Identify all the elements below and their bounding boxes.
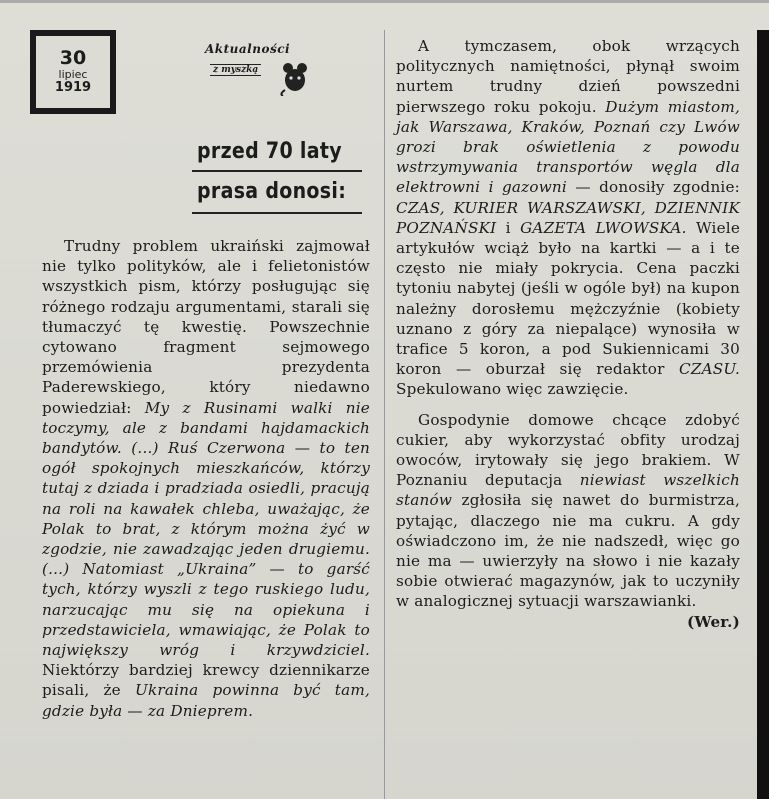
right-newspaper-last: GAZETA LWOWSKA. bbox=[520, 218, 687, 237]
date-box-inner bbox=[36, 36, 110, 108]
heading-years-ago: przed 70 laty bbox=[197, 138, 342, 164]
author-signature: (Wer.) bbox=[687, 612, 740, 631]
page-edge bbox=[757, 30, 769, 799]
heading-rule-2 bbox=[192, 212, 362, 214]
right-quote-2: niewiast wszelkich stanów bbox=[396, 471, 740, 510]
right-paragraph-2 bbox=[396, 410, 740, 631]
column-divider bbox=[384, 30, 385, 799]
top-rule bbox=[0, 0, 769, 3]
date-year: 1919 bbox=[54, 79, 92, 95]
right-text-2: — donosiły zgodnie: bbox=[566, 178, 740, 197]
right-text-1: A tymczasem, obok wrzących politycznych namiętności, płynął swoim nurtem trudny dzień powszedni pierwszego roku pokoju. bbox=[396, 37, 740, 116]
article-right-column bbox=[396, 36, 740, 632]
right-paragraph-1 bbox=[396, 36, 740, 400]
right-czasu: CZASU. bbox=[679, 360, 740, 379]
mouse-icon bbox=[277, 56, 311, 96]
heading-rule-1 bbox=[192, 170, 362, 172]
left-quote-1: My z Rusinami walki nie toczymy, ale z bandami hajdamackich bandytów. (...) Ruś Czerwona — to ten ogół spokojnych mieszkańców, którzy tutaj z dziada i pradziada osiedli, pracują na roli na kawałek chleba, uważając, że Polak to brat, z którym można żyć w zgodzie, nie zawadzając jeden drugiemu. (...) Natomiast „Ukraina” — to garść tych, którzy wyszli z tego ruskiego ludu, narzucając mu się na opiekuna i przedstawiciela, wmawiając, że Polak to największy wróg i krzywdziciel. bbox=[42, 398, 370, 660]
right-quote-1: Dużym miastom, jak Warszawa, Kraków, Poznań czy Lwów grozi brak oświetlenia z powodu wstrzymywania transportów węgla dla elektrowni i gazowni bbox=[396, 97, 740, 197]
right-text-5: Gospodynie domowe chcące zdobyć cukier, aby wykorzystać obfity urodzaj owoców, irytowały się jego brakiem. W Poznaniu deputacja bbox=[396, 410, 740, 490]
left-paragraph-1 bbox=[42, 236, 370, 721]
left-text-1: Trudny problem ukraiński zajmował nie tylko polityków, ale i felietonistów wszystkich pism, którzy posługując się różnego rodzaju argumentami, starali się tłumaczyć tę kwestię. Powszechnie cytowano fragment sejmowego przemówienia prezydenta Paderewskiego, który niedawno powiedział: bbox=[42, 237, 370, 417]
right-text-and: i bbox=[496, 218, 521, 237]
right-text-4: Spekulowano więc zawzięcie. bbox=[396, 380, 629, 399]
right-text-6: zgłosiła się nawet do burmistrza, pytając, dlaczego nie ma cukru. A gdy oświadczono im, że nie nadszedł, więc go nie ma — uwierzyły na słowo i nie kazały sobie otwierać magazynów, jak to uczyniły w analogicznej sytuacji warszawianki. bbox=[396, 491, 740, 611]
heading-press-reports: prasa donosi: bbox=[197, 178, 347, 204]
date-month: lipiec bbox=[58, 68, 88, 82]
paragraph-gap bbox=[396, 400, 740, 410]
date-day: 30 bbox=[59, 47, 87, 70]
right-text-3: Wiele artykułów wciąż było na kartki — a i te często nie miały pokrycia. Cena paczki tytoniu nabytej (jeśli w ogóle był) na kupon należny dorosłemu mężczyźnie (kobiety uznano z góry za niepalące) wynosiła w trafice 5 koron, a pod Sukiennicami 30 koron — oburzał się redaktor bbox=[396, 218, 741, 379]
section-logo bbox=[205, 42, 315, 112]
logo-title: Aktualności bbox=[205, 42, 291, 56]
article-left-column bbox=[42, 236, 370, 721]
right-newspapers: CZAS, KURIER WARSZAWSKI, DZIENNIK POZNAŃSKI bbox=[396, 198, 740, 237]
date-box bbox=[30, 30, 116, 114]
logo-subtitle: z myszką bbox=[210, 64, 261, 76]
left-text-2: Niektórzy bardziej krewcy dziennikarze pisali, że bbox=[42, 661, 370, 700]
left-quote-2: Ukraina powinna być tam, gdzie była — za Dnieprem. bbox=[42, 681, 370, 720]
